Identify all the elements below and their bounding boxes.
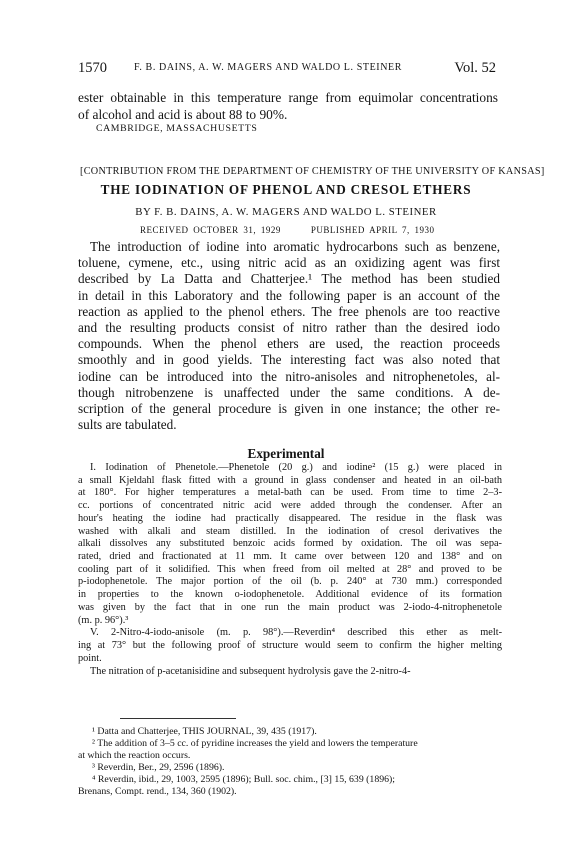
carryover-paragraph [78,89,498,123]
intro-line: and the resulting products consist of nitro rather than the desired iodo [78,319,500,335]
body-line: V. 2-Nitro-4-iodo-anisole (m. p. 98°).—Reverdin⁴ described this ether as melt- [90,627,502,639]
body-line: rated, dried and fractionated at 11 mm. It came over between 120 and 138° and on [78,551,502,563]
body-line: The nitration of p-acetanisidine and subsequent hydrolysis gave the 2-nitro-4- [90,665,411,677]
footnote-line: ⁴ Reverdin, ibid., 29, 1003, 2595 (1896); Bull. soc. chim., [3] 15, 639 (1896); [92,774,396,785]
affiliation-place: CAMBRIDGE, MASSACHUSETTS [96,123,258,134]
footnote-line: ¹ Datta and Chatterjee, THIS JOURNAL, 39, 435 (1917). [92,726,317,737]
intro-line: toluene, cymene, etc., using nitric acid as an oxidizing agent was first [78,255,500,271]
body-line: cc. portions of concentrated nitric acid were added through the condenser. After an [78,500,502,512]
body-line: ing at 73° but the following proof of structure would seem to confirm the higher melting [78,640,502,652]
body-line: alkali dissolves any substituted benzoic acids formed by oxidation. The oil was sepa- [78,538,502,550]
experimental-heading: Experimental [247,446,325,461]
intro-line: smoothly and in good yields. The interesting fact was also noted that [78,352,500,368]
body-line: point. [78,652,102,664]
contribution-note: [CONTRIBUTION FROM THE DEPARTMENT OF CHEMISTRY OF THE UNIVERSITY OF KANSAS] [80,166,545,177]
intro-line: The introduction of iodine into aromatic hydrocarbons such as benzene, [90,239,500,254]
carryover-line: ester obtainable in this temperature range from equimolar concentrations [78,90,498,105]
footnote-line: ³ Reverdin, Ber., 29, 2596 (1896). [92,762,225,773]
footnote-line: ² The addition of 3–5 cc. of pyridine increases the yield and lowers the temperature [92,738,418,749]
introduction-paragraph [78,239,500,433]
article-title: THE IODINATION OF PHENOL AND CRESOL ETHERS [100,182,472,197]
received-date: RECEIVED OCTOBER 31, 1929 [140,225,281,235]
body-line: a small Kjeldahl flask fitted with a ground in glass condenser and heated in an oil-bath [78,474,502,486]
running-head-authors: F. B. DAINS, A. W. MAGERS AND WALDO L. STEINER [134,62,403,73]
author-byline: BY F. B. DAINS, A. W. MAGERS AND WALDO L. STEINER [135,206,437,218]
intro-line: iodine can be introduced into the nitro-anisoles and nitrophenetoles, al- [78,368,500,384]
volume-label: Vol. 52 [454,60,496,76]
body-line: (m. p. 96°).³ [78,614,129,626]
body-line: p-iodophenetole. The major portion of the oil (b. p. 240° at 730 mm.) corresponded [78,576,502,588]
carryover-line: of alcohol and acid is about 88 to 90%. [78,107,288,122]
intro-line: reaction as applied to the phenol ethers. The free phenols are too reactive [78,303,500,319]
body-line: hour's heating the iodine had practically disappeared. The residue in the flask was [78,512,502,524]
body-line: at 180°. For higher temperatures a metal-bath can be used. From time to time 2–3- [78,487,502,499]
intro-line: scription of the general procedure is given in one instance; the other re- [78,400,500,416]
footnote-rule [120,718,236,719]
footnote-line: Brenans, Compt. rend., 134, 360 (1902). [78,786,237,797]
intro-line: described by La Datta and Chatterjee.¹ The method has been studied [78,271,500,287]
experimental-body [78,462,502,678]
body-line: cooling part of it solidified. This when freed from oil melted at 28° and proved to be [78,563,502,575]
body-line: in properties to the known o-iodophenetole. Additional evidence of its formation [78,589,502,601]
body-line: I. Iodination of Phenetole.—Phenetole (20 g.) and iodine² (15 g.) were placed in [90,462,502,473]
intro-line: sults are tabulated. [78,417,177,433]
body-line: washed with alkali and steam distilled. In the iodination of cresol derivatives the [78,525,502,537]
intro-line: though nitrobenzene is unaffected under the same conditions. A de- [78,384,500,400]
intro-line: in detail in this Laboratory and the following paper is an account of the [78,287,500,303]
footnotes [78,726,502,798]
running-header [0,60,572,78]
body-line: was given by the fact that in one run the main product was 2-iodo-4-nitrophenetole [78,601,502,613]
page-number: 1570 [78,60,107,76]
published-date: PUBLISHED APRIL 7, 1930 [310,225,435,235]
intro-line: compounds. When the phenol ethers are used, the reaction proceeds [78,336,500,352]
footnote-line: at which the reaction occurs. [78,750,191,761]
dates-line [140,225,435,235]
